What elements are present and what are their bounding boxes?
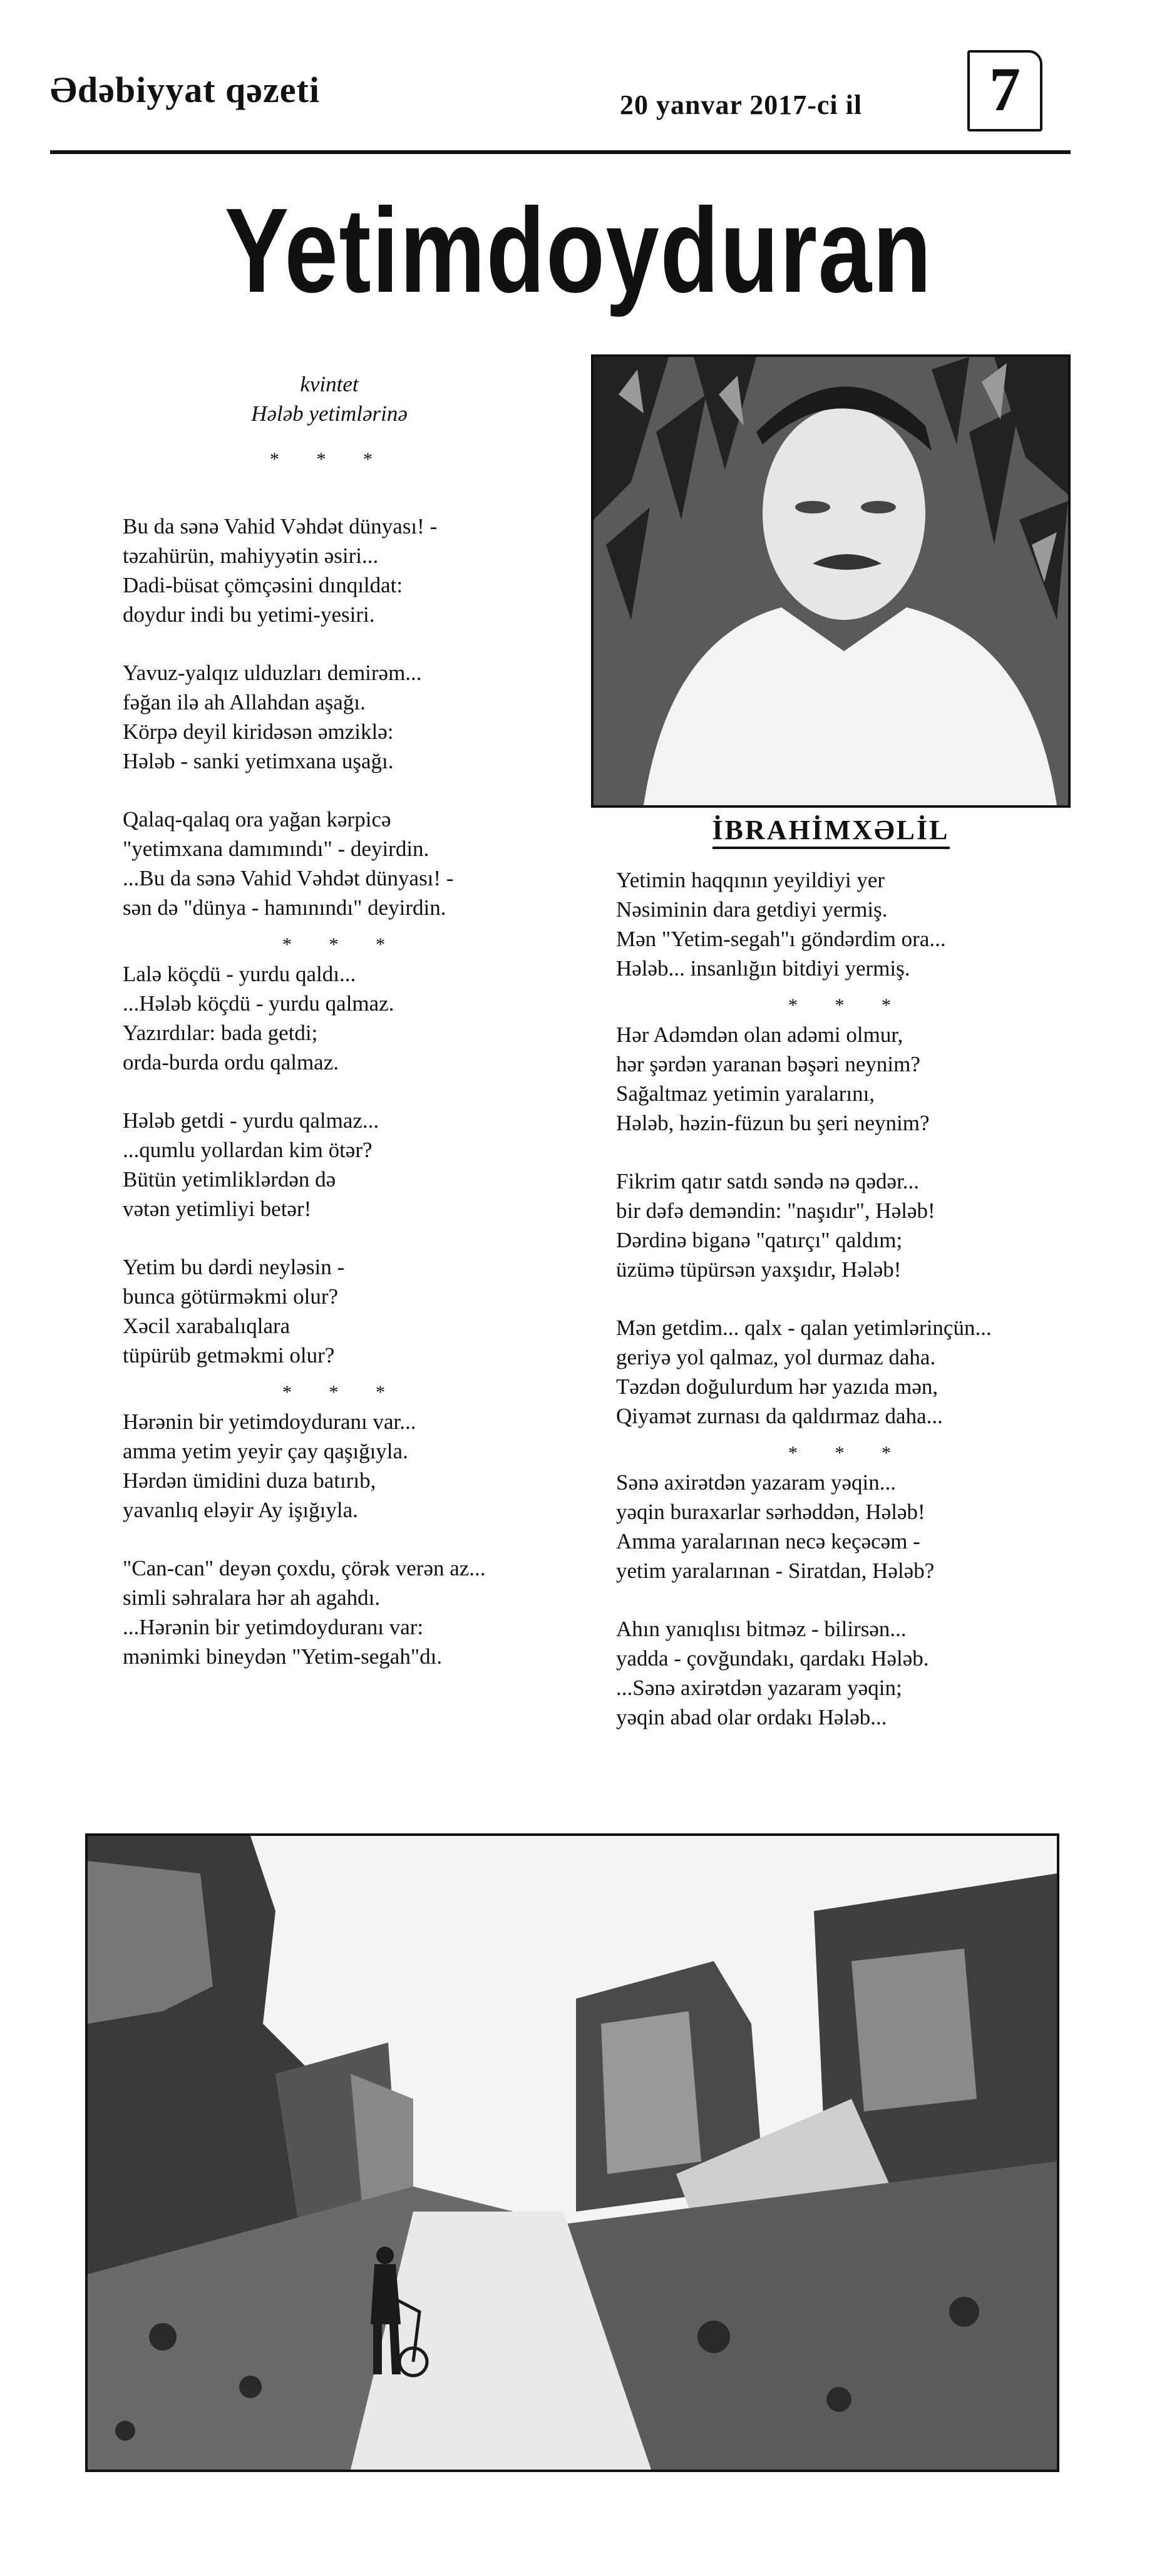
poem-line: Yetimin haqqının yeyildiyi yer [616,868,885,892]
section-stars: * * * [788,995,907,1016]
poem-dedication: Hələb yetimlərinə [251,401,408,426]
poem-line: Yetim bu dərdi neyləsin - [123,1255,345,1279]
poem-line: Hələb getdi - yurdu qalmaz... [123,1108,379,1133]
poem-line: Mən getdim... qalx - qalan yetimlərinçün... [616,1316,992,1340]
stanza [123,1407,561,1525]
poem-line: Dadi-büsat çömçəsini dınqıldat: [123,573,403,597]
poem-line: Hər Adəmdən olan adəmi olmur, [616,1023,903,1047]
poem-line: ...Hələb köçdü - yurdu qalmaz. [123,991,394,1016]
poem-line: fəğan ilə ah Allahdan aşağı. [123,690,366,714]
poem-line: mənimki bineydən "Yetim-segah"dı. [123,1644,443,1669]
poem-line: tüpürüb getməkmi olur? [123,1343,335,1368]
poem-line: orda-burda ordu qalmaz. [123,1050,339,1074]
stanza [616,1614,1079,1732]
poem-line: Sənə axirətdən yazaram yəqin... [616,1470,897,1495]
poem-line: Amma yaralarınan necə keçəcəm - [616,1529,920,1553]
poem-line: simli səhralara hər ah agahdı. [123,1585,381,1610]
poem-line: Nəsiminin dara getdiyi yermiş. [616,897,888,922]
section-stars: * * * [282,934,401,955]
section-stars: * * * [282,1382,401,1403]
section-stars: * * * [788,1443,907,1463]
poem-line: ...qumlu yollardan kim ötər? [123,1138,373,1162]
poem-line: yetim yaralarınan - Siratdan, Hələb? [616,1558,935,1583]
poem-line: bunca götürməkmi olur? [123,1284,339,1309]
poem-line: ...Bu da sənə Vahid Vəhdət dünyası! - [123,866,454,890]
poem-line: Yazırdılar: bada getdi; [123,1021,318,1045]
stanza [123,658,561,776]
poem-line: yəqin abad olar ordakı Hələb... [616,1705,887,1729]
stanza [123,805,561,922]
poem-line: yadda - çovğundakı, qardakı Hələb. [616,1646,929,1671]
stanza [616,865,1079,983]
poem-line: Yavuz-yalqız ulduzları demirəm... [123,661,422,685]
ruins-image [88,1836,1057,2470]
masthead-rule [50,150,1071,154]
author-name [591,814,1071,846]
poem-line: Körpə deyil kiridəsən əmziklə: [123,719,394,744]
poem-line: təzahürün, mahiyyətin əsiri... [123,544,379,568]
poem-right-column [616,865,1079,1761]
poem-line: Xəcil xarabalıqlara [123,1314,291,1338]
poem-line: Dərdinə biganə "qatırçı" qaldım; [616,1228,903,1252]
poem-line: vətən yetimliyi betər! [123,1197,312,1221]
stanza [616,1167,1079,1284]
poem-line: Qalaq-qalaq ora yağan kərpicə [123,807,391,832]
poem-line: geriyə yol qalmaz, yol durmaz daha. [616,1345,936,1369]
ruins-photo [85,1833,1059,2472]
poem-line: Qiyamət zurnası da qaldırmaz daha... [616,1404,943,1428]
stanza [123,959,561,1077]
page-number-box [967,50,1042,131]
poem-line: bir dəfə deməndin: "naşıdır", Hələb! [616,1198,935,1223]
stanza [123,1252,561,1370]
poem-line: Hərdən ümidini duza batırıb, [123,1468,376,1493]
poem-line: Bu da sənə Vahid Vəhdət dünyası! - [123,514,438,538]
poem-line: Fikrim qatır satdı səndə nə qədər... [616,1169,920,1193]
page-number: 7 [989,54,1021,124]
poem-line: Sağaltmaz yetimin yaralarını, [616,1081,875,1106]
poem-line: ...Sənə axirətdən yazaram yəqin; [616,1676,902,1700]
poem-line: Təzdən doğulurdum hər yazıda mən, [616,1374,938,1399]
poem-line: sən də "dünya - hamınındı" deyirdin. [123,895,446,920]
poem-line: doydur indi bu yetimi-yesiri. [123,602,375,627]
stanza [123,1553,561,1671]
section-stars: * * * [270,449,389,470]
stanza [616,1468,1079,1585]
poem-left-column [123,369,561,1700]
left-stanzas [123,512,561,1671]
author-name-text: İBRAHİMXƏLİL [712,815,950,849]
poem-line: Hərənin bir yetimdoyduranı var... [123,1409,416,1434]
poem-line: Lalə köçdü - yurdu qaldı... [123,962,356,986]
poem-line: yəqin buraxarlar sərhəddən, Hələb! [616,1500,925,1524]
poem-line: Hələb - sanki yetimxana uşağı. [123,749,394,773]
poem-line: üzümə tüpürsən yaxşıdır, Hələb! [616,1257,902,1282]
right-stanzas [616,865,1079,1732]
poem-line: ...Hərənin bir yetimdoyduranı var: [123,1615,424,1639]
poem-line: amma yetim yeyir çay qaşığıyla. [123,1439,408,1463]
stanza [616,1020,1079,1138]
issue-date: 20 yanvar 2017-ci il [620,90,863,120]
author-portrait [591,354,1071,808]
newspaper-name: Ədəbiyyat qəzeti [50,70,320,110]
poem-genre: kvintet [300,372,359,396]
poem-line: Hələb... insanlığın bitdiyi yermiş. [616,956,910,981]
stanza [616,1313,1079,1431]
poem-line: Hələb, həzin-füzun bu şeri neynim? [616,1111,930,1135]
poem-line: "yetimxana damımındı" - deyirdin. [123,837,429,861]
portrait-image [594,357,1068,805]
poem-line: Bütün yetimliklərdən də [123,1167,336,1192]
poem-line: Mən "Yetim-segah"ı göndərdim ora... [616,927,946,951]
poem-line: yavanlıq eləyir Ay işığıyla. [123,1498,358,1522]
poem-line: "Can-can" deyən çoxdu, çörək verən az... [123,1556,486,1580]
article-title: Yetimdoyduran [224,183,933,317]
stanza [123,512,561,629]
poem-line: hər şərdən yaranan bəşəri neynim? [616,1052,920,1076]
poem-line: Ahın yanıqlısı bitməz - bilirsən... [616,1617,907,1641]
stanza [123,1106,561,1224]
